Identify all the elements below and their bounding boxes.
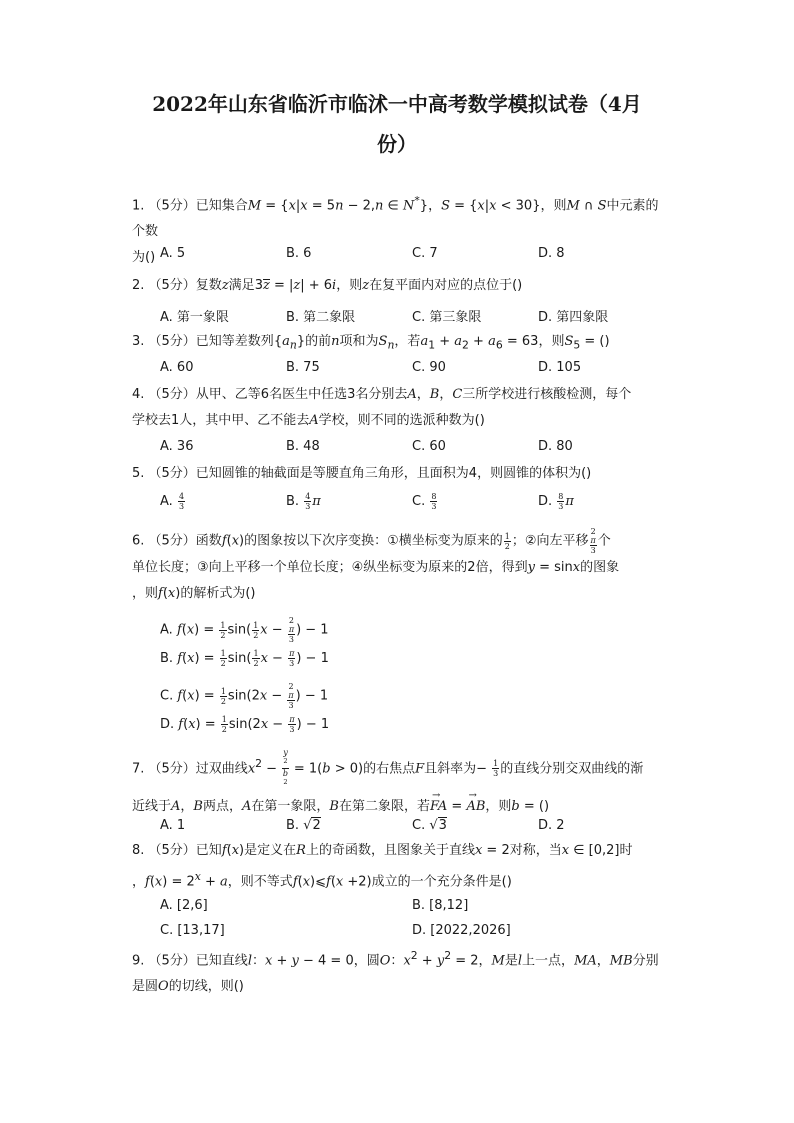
option-b[interactable]: B. f(x) = $\frac{1}{2}$ sin( $\frac{1}{2}$ x − $\frac{\pi}{3}$ ) − 1 [160,649,329,668]
option-c[interactable]: C. 60 [412,439,446,454]
option-a[interactable]: A. 第一象限 [160,310,229,325]
option-a[interactable]: A. 36 [160,439,194,454]
option-c[interactable]: C. √3 [412,818,447,833]
option-c[interactable]: C. 第三象限 [412,310,482,325]
question-1-options [160,246,660,266]
question-4-options [160,439,660,459]
question-2: 2. （5分）复数z满足3z = |z| + 6i，则z在复平面内对应的点位于() [132,278,523,293]
option-c[interactable]: C. $\frac{8}{3}$ [412,492,437,511]
option-c[interactable]: C. f(x) = $\frac{1}{2}$ sin(2x − 2 π 3 ) − 1 [160,682,329,710]
option-a[interactable]: A. 5 [160,246,186,261]
question-7-options [160,818,660,838]
option-b[interactable]: B. √2 [286,818,321,833]
option-a[interactable]: A. [2,6] [160,898,208,913]
option-b[interactable]: B. 第二象限 [286,310,356,325]
question-6: 6. （5分）函数f(x)的图象按以下次序变换：①横坐标变为原来的 $\frac{1}{2}$ ；②向左平移 2 π 3 个 单位长度；③向上平移一个单位长度；④纵坐标变为原来的2倍，得到y = sinx的图象 ，则f(x)的解析式为() [132,527,620,601]
option-b[interactable]: B. 6 [286,246,312,261]
option-d[interactable]: D. f(x) = $\frac{1}{2}$ sin(2x − $\frac{\pi}{3}$ ) − 1 [160,715,330,734]
option-b[interactable]: B. [8,12] [412,898,469,913]
question-5-options [160,492,660,512]
question-3: 3. （5分）已知等差数列$\{a_n\}$的前n项和为$S_n$，若$a_1 + a_2 + a_6 = 63$，则$S_5$ = () [132,334,610,352]
question-3-options [160,360,660,380]
option-a[interactable]: A. $\frac{4}{3}$ [160,492,185,511]
question-2-options [160,306,660,326]
option-b[interactable]: B. 48 [286,439,320,454]
option-c[interactable]: C. 7 [412,246,438,261]
option-a[interactable]: A. 1 [160,818,186,833]
question-8-options-row2 [160,923,660,943]
option-b[interactable]: B. $\frac{4}{3}$ π [286,492,321,511]
question-4: 4. （5分）从甲、乙等6名医生中任选3名分别去A，B，C三所学校进行核酸检测，每个 学校去1人，其中甲、乙不能去A学校，则不同的选派种数为() [132,387,632,428]
option-d[interactable]: D. [2022,2026] [412,923,511,938]
option-a[interactable]: A. f(x) = $\frac{1}{2}$ sin( $\frac{1}{2}$ x − 2 π 3 ) − 1 [160,616,329,644]
exam-title-line1: 2022年山东省临沂市临沭一中高考数学模拟试卷（4月 [152,92,642,116]
question-7: 7. （5分）过双曲线$x^2$ − y $^2$ b $^2$ = 1(b > 0)的右焦点F且斜率为− $\frac{1}{3}$ 的直线分别交双曲线的渐 近线于A，B两点，A在第一象限，B在第二象限，若→ FA = → AB，则b = () [132,747,662,824]
option-d[interactable]: D. 105 [538,360,582,375]
option-d[interactable]: D. 80 [538,439,573,454]
option-c[interactable]: C. 90 [412,360,446,375]
question-1: 1. （5分）已知集合M = {x|x = 5n − 2,n ∈ N*}，S = {x|x < 30}，则M ∩ S中元素的个数 为() [132,194,659,266]
question-8-options-row1 [160,898,660,918]
option-d[interactable]: D. 2 [538,818,565,833]
option-d[interactable]: D. $\frac{8}{3}$ π [538,492,574,511]
option-a[interactable]: A. 60 [160,360,194,375]
question-8: 8. （5分）已知f(x)是定义在R上的奇函数，且图象关于直线x = 2对称，当x ∈ [0,2]时 ，$f(x) = 2^x + a$，则不等式f(x)⩽f(x +2)成立的一个充分条件是() [132,843,633,890]
option-b[interactable]: B. 75 [286,360,320,375]
option-d[interactable]: D. 8 [538,246,565,261]
option-c[interactable]: C. [13,17] [160,923,225,938]
question-9: 9. （5分）已知直线l：x + y − 4 = 0，圆O：$x^2 + y^2 = 2$，M是l上一点，MA，MB分别 是圆O的切线，则() [132,949,659,995]
option-d[interactable]: D. 第四象限 [538,310,609,325]
question-5: 5. （5分）已知圆锥的轴截面是等腰直角三角形，且面积为4，则圆锥的体积为() [132,466,592,481]
exam-title-line2: 份） [377,132,417,156]
